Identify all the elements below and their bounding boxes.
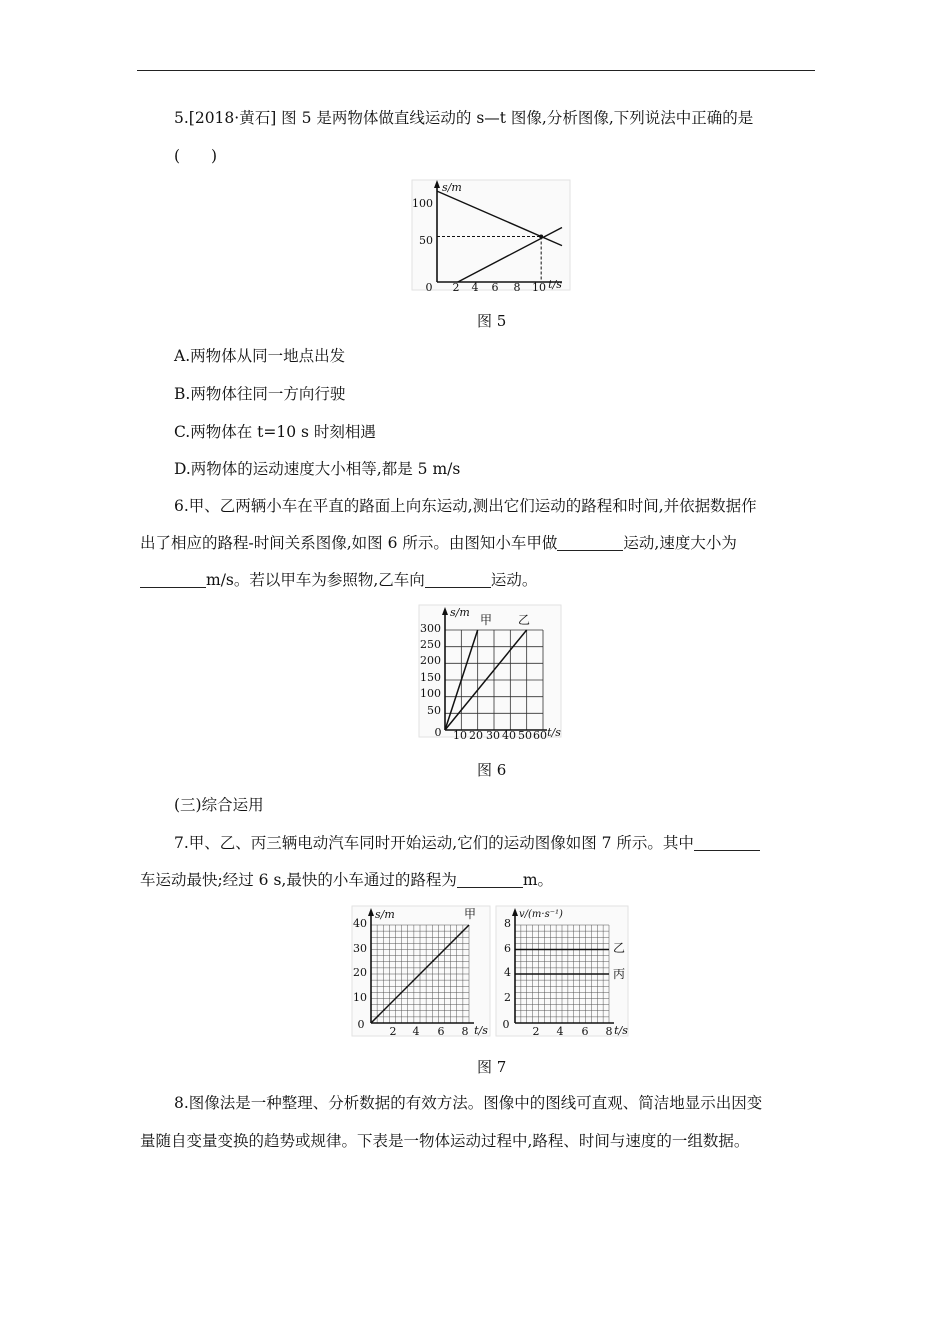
q5-option-c: C.两物体在 t=10 s 时刻相遇: [174, 423, 376, 441]
q6-text: 出了相应的路程-时间关系图像,如图 6 所示。由图知小车甲做: [140, 534, 558, 552]
x-tick-label: 60: [533, 729, 547, 742]
x-tick-label: 4: [471, 281, 479, 294]
q6-answer-blank-1[interactable]: [557, 534, 623, 551]
header-rule: [137, 70, 815, 71]
q6-text: 运动。: [490, 571, 538, 589]
y-tick-label: 50: [427, 704, 441, 717]
figure-6-chart: [419, 605, 563, 742]
q5-stem: 5.[2018·黄石] 图 5 是两物体做直线运动的 s—t 图像,分析图像,下列说法中正确的是: [174, 109, 754, 127]
x-tick-label: 10: [453, 729, 467, 742]
origin-label: 0: [434, 726, 442, 739]
x-tick-label: 8: [513, 281, 521, 294]
q7-line-2: [140, 870, 553, 890]
y-tick-label: 250: [420, 638, 441, 651]
x-tick-label: 6: [491, 281, 499, 294]
y-tick-label: 40: [353, 917, 367, 930]
q6-text: 运动,速度大小为: [623, 534, 737, 552]
q6-line-2: [140, 533, 737, 553]
series-label-bing: 丙: [613, 967, 626, 981]
q5-option-a: A.两物体从同一地点出发: [174, 347, 346, 365]
y-tick-label: 2: [504, 991, 511, 1004]
y-tick-label: 30: [353, 942, 367, 955]
y-tick-label: 20: [353, 966, 367, 979]
y-tick-label: 10: [353, 991, 367, 1004]
q5-option-b: B.两物体往同一方向行驶: [174, 385, 346, 403]
q6-line-1: 6.甲、乙两辆小车在平直的路面上向东运动,测出它们运动的路程和时间,并依据数据作: [174, 497, 757, 515]
y-tick-label: 8: [504, 917, 511, 930]
q8-line-2: 量随自变量变换的趋势或规律。下表是一物体运动过程中,路程、时间与速度的一组数据。: [140, 1132, 750, 1150]
y-axis-label: s/m: [442, 181, 462, 194]
x-tick-label: 10: [532, 281, 546, 294]
origin-label: 0: [425, 281, 433, 294]
q7-text: 7.甲、乙、丙三辆电动汽车同时开始运动,它们的运动图像如图 7 所示。其中: [174, 834, 694, 852]
q7-text: m。: [522, 871, 554, 889]
series-label-jia: 甲: [480, 613, 493, 627]
q5-option-d: D.两物体的运动速度大小相等,都是 5 m/s: [174, 460, 461, 478]
y-tick-label: 50: [419, 234, 433, 247]
series-label-yi: 乙: [518, 613, 531, 627]
figure-7-right-chart: [496, 906, 630, 1038]
q6-answer-blank-3[interactable]: [425, 571, 491, 588]
y-axis-label: s/m: [375, 908, 395, 921]
q6-answer-blank-2[interactable]: [140, 571, 206, 588]
origin-label: 0: [357, 1018, 365, 1031]
x-axis-label: t/s: [547, 726, 561, 739]
section-heading: (三)综合运用: [174, 796, 264, 814]
x-tick-label: 2: [452, 281, 460, 294]
x-tick-label: 40: [502, 729, 516, 742]
q7-line-1: [174, 833, 760, 853]
figure-7-caption: 图 7: [477, 1058, 507, 1076]
series-label-jia: 甲: [463, 907, 477, 921]
x-tick-label: 8: [605, 1025, 613, 1038]
y-axis-label: v/(m·s⁻¹): [519, 909, 563, 920]
y-tick-label: 6: [504, 942, 511, 955]
x-axis-label: t/s: [614, 1024, 628, 1037]
x-tick-label: 50: [518, 729, 532, 742]
y-tick-label: 200: [420, 654, 441, 667]
q8-line-1: 8.图像法是一种整理、分析数据的有效方法。图像中的图线可直观、简洁地显示出因变: [174, 1094, 763, 1112]
y-tick-label: 150: [420, 671, 441, 684]
x-tick-label: 4: [412, 1025, 420, 1038]
q6-line-3: [140, 570, 537, 590]
q6-text: m/s。若以甲车为参照物,乙车向: [206, 571, 425, 589]
x-axis-label: t/s: [548, 278, 562, 291]
y-tick-label: 4: [504, 966, 511, 979]
figure-5-chart: [412, 180, 572, 292]
origin-label: 0: [502, 1018, 510, 1031]
figure-7-left-chart: [352, 906, 492, 1038]
q7-answer-blank-2[interactable]: [457, 871, 523, 888]
x-tick-label: 4: [556, 1025, 564, 1038]
x-tick-label: 2: [389, 1025, 397, 1038]
y-tick-label: 100: [420, 687, 441, 700]
q5-answer-bracket: ( ): [174, 147, 218, 165]
y-tick-label: 100: [412, 197, 433, 210]
x-tick-label: 2: [532, 1025, 540, 1038]
x-tick-label: 6: [581, 1025, 589, 1038]
x-axis-label: t/s: [474, 1024, 488, 1037]
x-tick-label: 30: [486, 729, 500, 742]
x-tick-label: 20: [469, 729, 483, 742]
x-tick-label: 6: [437, 1025, 445, 1038]
y-tick-label: 300: [420, 622, 441, 635]
q7-text: 车运动最快;经过 6 s,最快的小车通过的路程为: [140, 871, 457, 889]
x-tick-label: 8: [461, 1025, 469, 1038]
q7-answer-blank-1[interactable]: [694, 834, 760, 851]
figure-6-caption: 图 6: [477, 761, 507, 779]
y-axis-label: s/m: [450, 606, 470, 619]
figure-5-caption: 图 5: [477, 312, 507, 330]
series-label-yi: 乙: [613, 941, 626, 955]
intersection-point: [539, 235, 543, 239]
